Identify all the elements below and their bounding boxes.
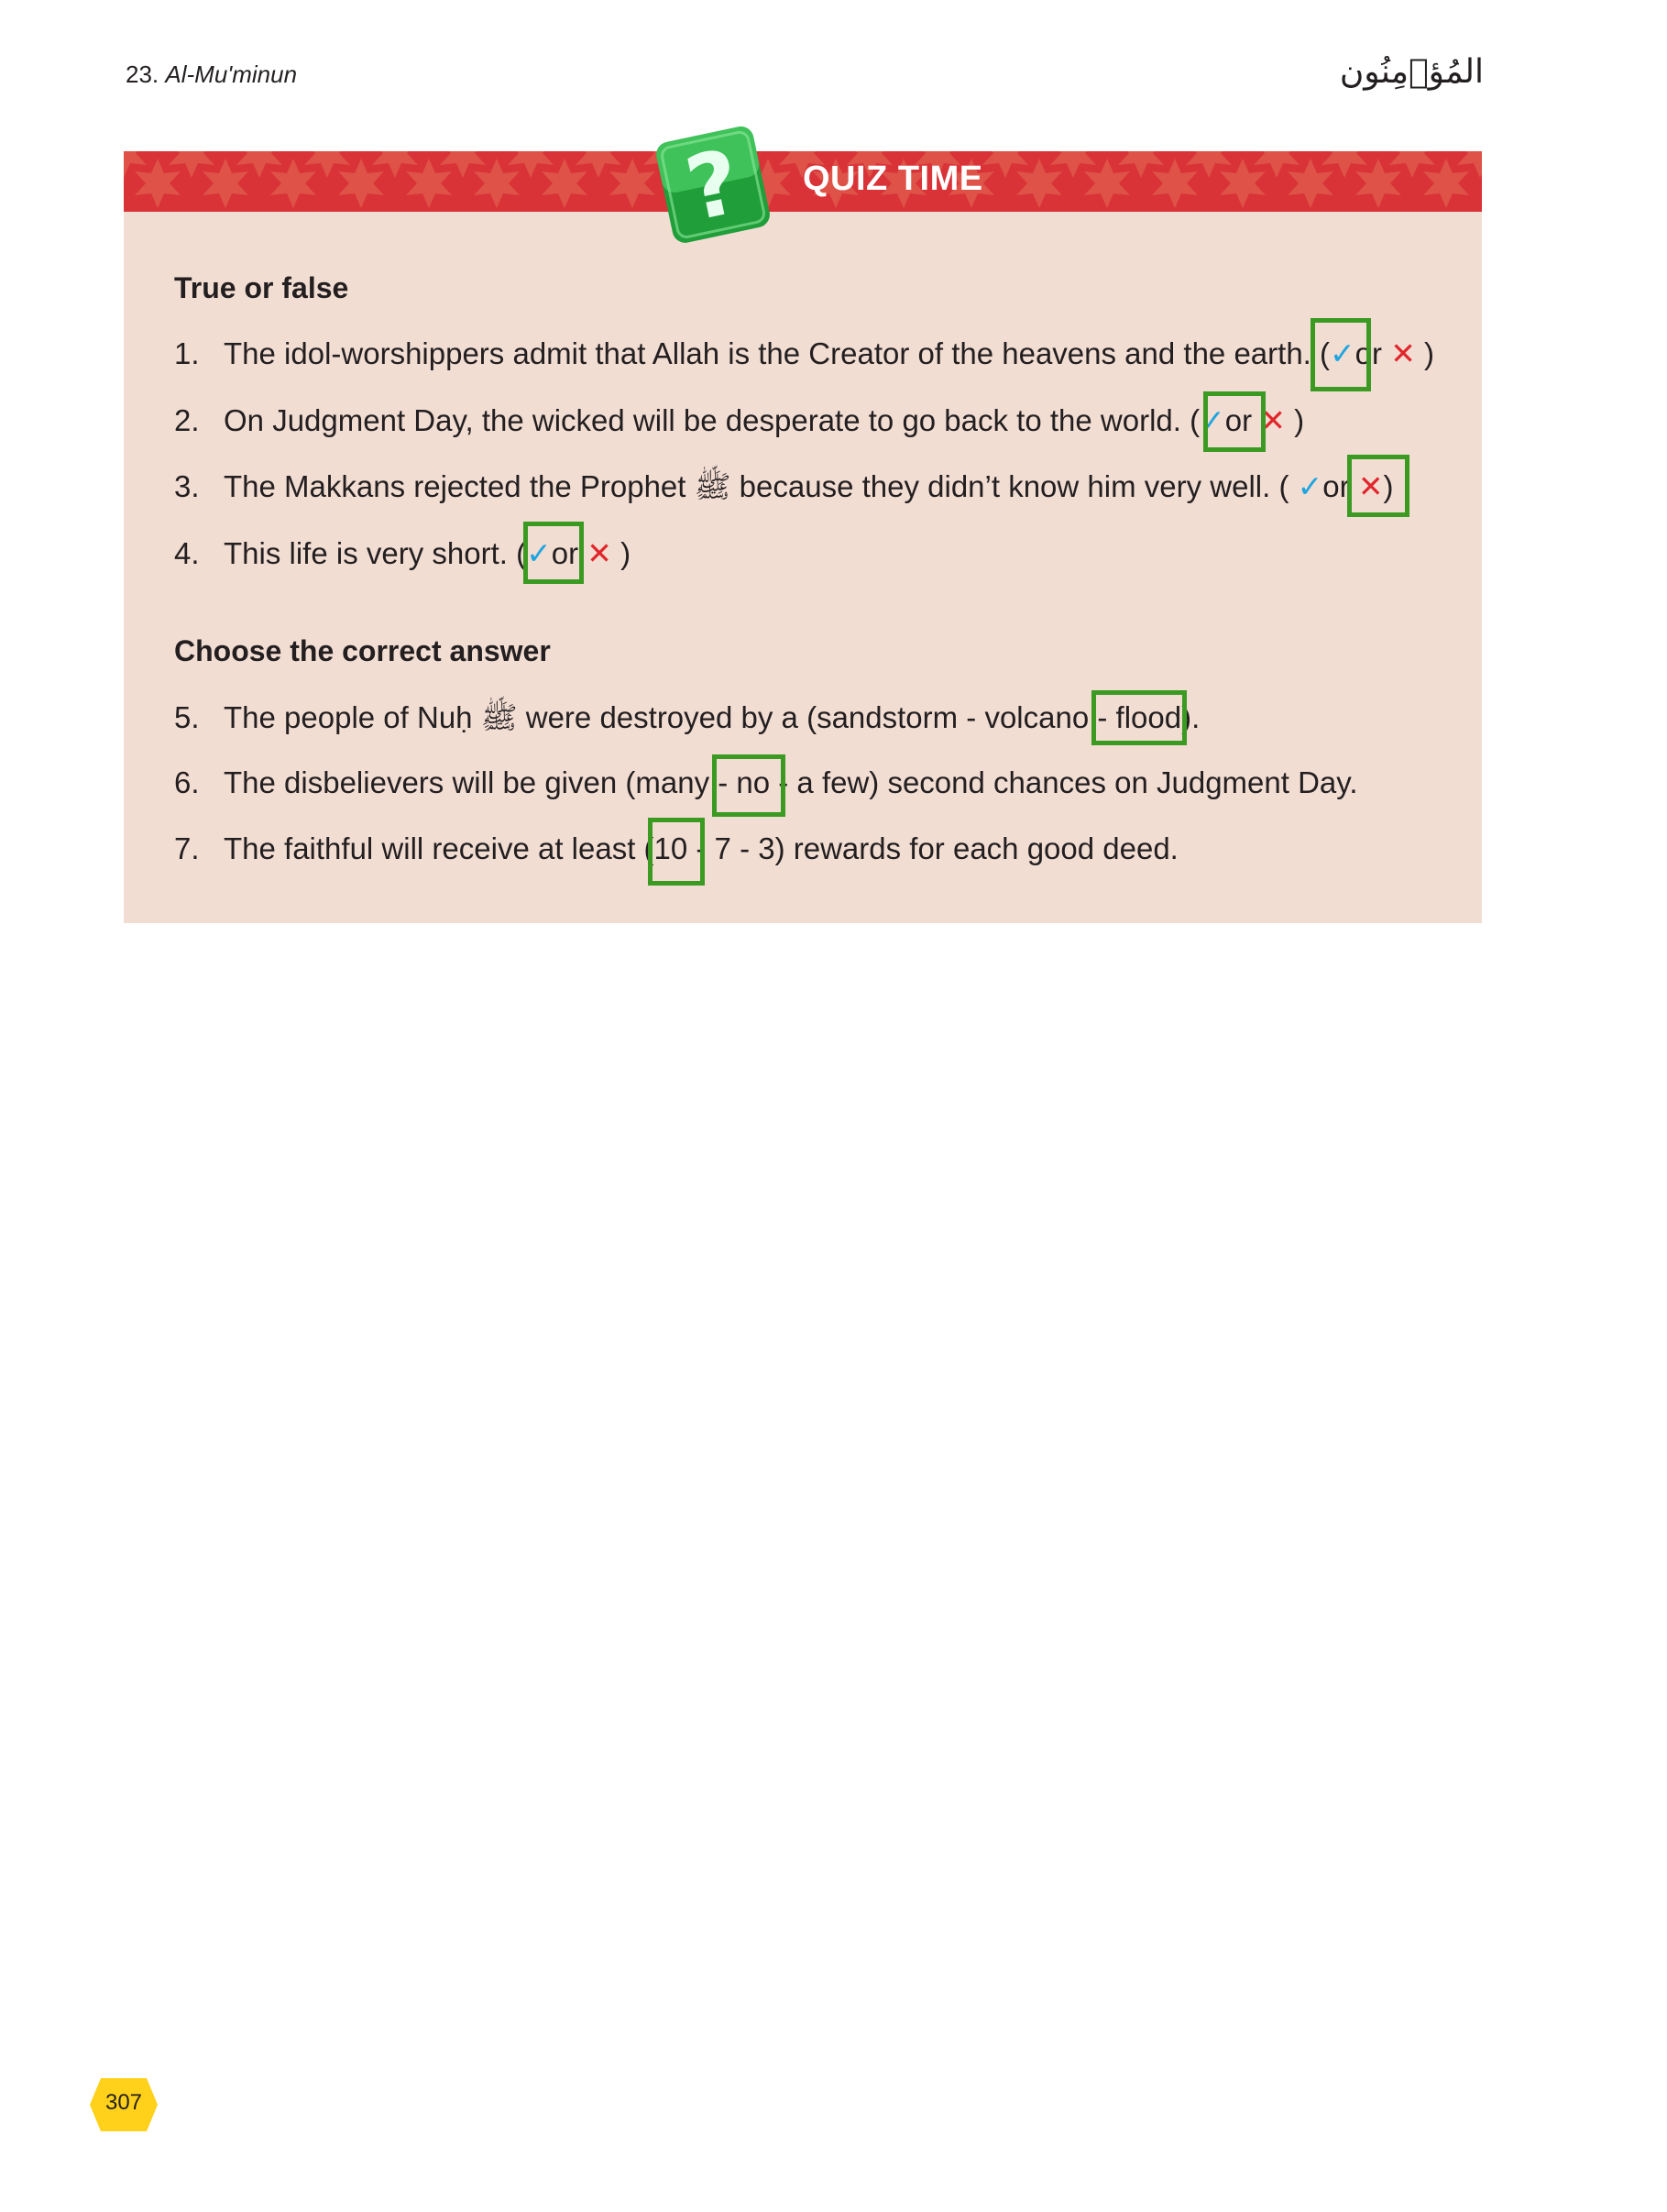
question-number: 2. <box>174 403 200 437</box>
open-paren: ( <box>516 536 527 570</box>
answer-highlight-box <box>648 818 705 886</box>
close-paren: ) <box>1294 403 1305 437</box>
chapter-name: Al-Mu'minun <box>165 61 298 88</box>
chapter-number: 23. <box>126 61 159 88</box>
cross-icon: ✕ <box>1260 403 1286 437</box>
question-5 <box>174 699 1200 743</box>
question-text: The faithful will receive at least (10 - 7 - 3) rewards for each good deed. <box>224 831 1179 865</box>
question-number: 3. <box>174 469 200 503</box>
question-number: 7. <box>174 831 200 865</box>
cross-icon: ✕ <box>1390 336 1416 370</box>
multiple-choice-title: Choose the correct answer <box>174 634 551 667</box>
tick-icon: ✓ <box>526 536 552 570</box>
open-paren: ( <box>1320 336 1331 370</box>
answer-highlight-box <box>712 754 785 817</box>
or-label: or <box>551 536 579 570</box>
close-paren: ) <box>1424 336 1435 370</box>
question-text: The disbelievers will be given (many - no - a few) second chances on Judgment Day. <box>224 765 1358 799</box>
question-text-after: were destroyed by a (sandstorm - volcano - flood). <box>525 700 1201 734</box>
honorific-ligature: ﷺ <box>694 469 731 503</box>
question-text-before: The people of Nuḥ <box>224 700 473 734</box>
honorific-ligature: ﷺ <box>480 700 518 734</box>
question-text: This life is very short. <box>224 536 508 570</box>
arabic-chapter-title: المُؤۡمِنُون <box>1339 53 1484 91</box>
answer-highlight-box <box>1091 690 1187 745</box>
tick-icon: ✓ <box>1200 403 1225 437</box>
tick-icon: ✓ <box>1297 469 1323 503</box>
cross-icon: ✕ <box>587 536 612 570</box>
answer-highlight-box <box>1311 318 1371 391</box>
question-text: On Judgment Day, the wicked will be desperate to go back to the world. <box>224 403 1181 437</box>
page-number: 307 <box>104 2090 143 2115</box>
close-paren: ) <box>1383 469 1394 503</box>
answer-highlight-box <box>1203 391 1266 452</box>
question-number: 5. <box>174 700 200 734</box>
open-paren: ( <box>1278 469 1289 503</box>
close-paren: ) <box>620 536 631 570</box>
chapter-header <box>126 61 297 89</box>
tick-icon: ✓ <box>1330 336 1355 370</box>
question-number: 1. <box>174 336 200 370</box>
cross-icon: ✕ <box>1357 469 1384 503</box>
question-text-after: because they didn’t know him very well. <box>739 469 1271 503</box>
question-mark-cube-icon <box>649 116 781 252</box>
or-label: or <box>1322 469 1350 503</box>
question-number: 4. <box>174 536 200 570</box>
question-number: 6. <box>174 765 200 799</box>
answer-highlight-box <box>1347 455 1409 517</box>
quiz-title: QUIZ TIME <box>803 160 983 198</box>
question-1 <box>174 336 1434 371</box>
question-text-before: The Makkans rejected the Prophet <box>224 469 686 503</box>
true-false-title: True or false <box>174 271 349 304</box>
question-text: The idol-worshippers admit that Allah is the Creator of the heavens and the earth. <box>224 336 1311 370</box>
question-3 <box>174 468 1393 512</box>
svg-text:?: ? <box>677 129 750 241</box>
open-paren: ( <box>1190 403 1201 437</box>
answer-highlight-box <box>523 522 584 584</box>
or-label: or <box>1224 403 1253 437</box>
question-2 <box>174 402 1304 438</box>
or-label: or <box>1354 336 1383 370</box>
